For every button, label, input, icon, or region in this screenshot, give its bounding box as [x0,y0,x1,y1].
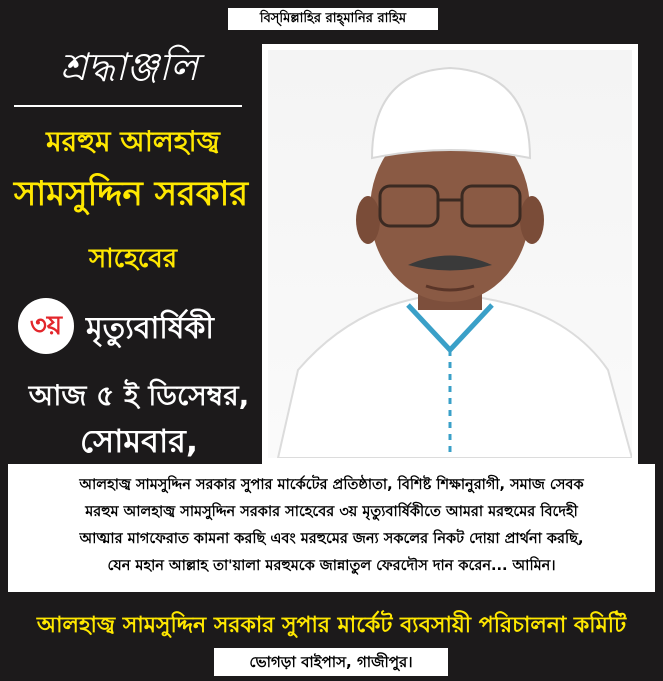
deceased-name: সামসুদ্দিন সরকার [13,174,249,214]
title-divider [14,105,242,107]
date-line: আজ ৫ ই ডিসেম্বর, [28,379,250,412]
portrait-illustration [268,50,632,458]
weekday-line: সোমবার, [79,422,199,460]
anniversary-label: মৃত্যুবার্ষিকী [86,311,214,346]
name-suffix: সাহেবের [88,244,178,274]
bismillah-banner: বিস্‌মিল্লাহির রাহ্‌মানির রাহিম [228,8,438,30]
organization-name: আলহাজ্ব সামসুদ্দিন সরকার সুপার মার্কেট ব্যবসায়ী পরিচালনা কমিটি [36,613,627,638]
message-line: আত্মার মাগফেরাত কামনা করছি এবং মরহুমের জন্য সকলের নিকট দোয়া প্রার্থনা করছি, [79,531,584,547]
message-line: মরহুম আলহাজ্ব সামসুদ্দিন সরকার সাহেবের ৩য় মৃত্যুবার্ষিকীতে আমরা মরহুমের বিদেহী [85,504,578,520]
anniversary-ordinal-badge: ৩য় [18,298,74,354]
address-label: ভোগড়া বাইপাস, গাজীপুর। [214,648,448,676]
message-line: যেন মহান আল্লাহ তা'য়ালা মরহুমকে জান্নাতুল ফেরদৌস দান করেন... আমিন। [107,558,556,574]
message-line: আলহাজ্ব সামসুদ্দিন সরকার সুপার মার্কেটের প্রতিষ্ঠাতা, বিশিষ্ট শিক্ষানুরাগী, সমাজ সেবক [79,477,584,493]
tribute-title: শ্রদ্ধাঞ্জলি [59,45,199,89]
honorific-line: মরহুম আলহাজ্ব [46,125,220,158]
footer [0,598,663,681]
message-panel [8,464,655,592]
portrait-frame [262,44,638,464]
message-text [18,472,645,580]
portrait-photo [268,50,632,458]
